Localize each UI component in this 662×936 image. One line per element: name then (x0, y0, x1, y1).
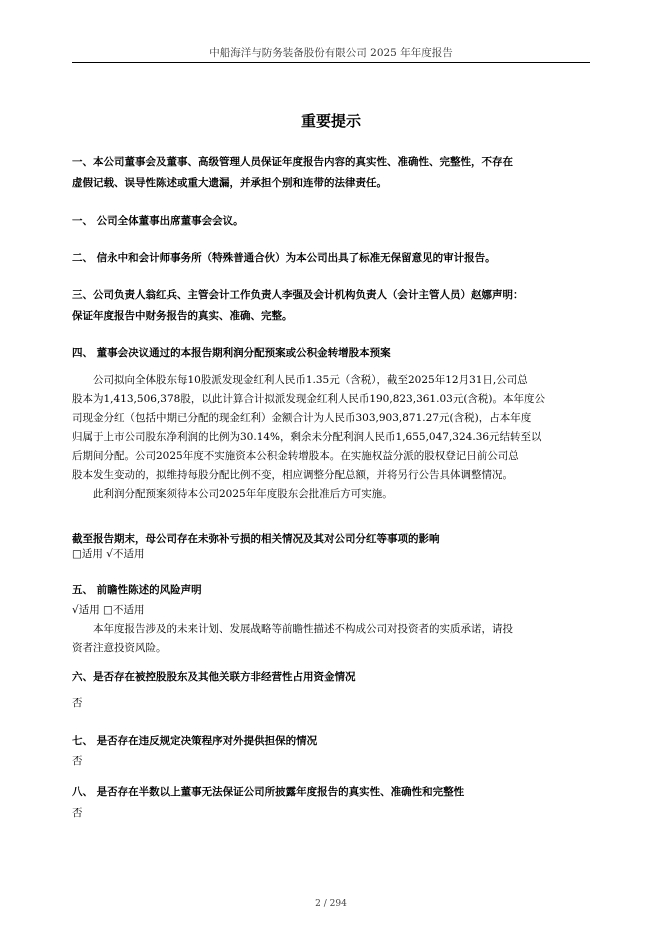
item-3-statement: 二、 信永中和会计师事务所（特殊普通合伙）为本公司出具了标准无保留意见的审计报告。 (72, 252, 496, 264)
risk-options: √适用 □不适用 (72, 604, 145, 616)
paragraph-line: 股本为1,413,506,378股，以此计算合计拟派发现金红利人民币190,823,361.03元(含税)。本年度公 (72, 393, 546, 405)
item-5-heading: 四、 董事会决议通过的本报告期利润分配预案或公积金转增股本预案 (72, 347, 391, 359)
item-7-heading: 六、是否存在被控股股东及其他关联方非经营性占用资金情况 (72, 671, 356, 683)
page-title: 重要提示 (300, 112, 361, 130)
deficit-options: □适用 √不适用 (72, 548, 145, 560)
item-6-heading: 五、 前瞻性陈述的风险声明 (72, 584, 202, 596)
paragraph-line: 股本发生变动的，拟维持每股分配比例不变，相应调整分配总额，并将另行公告具体调整情况。 (72, 469, 513, 481)
risk-line-1: 本年度报告涉及的未来计划、发展战略等前瞻性描述不构成公司对投资者的实质承诺，请投 (93, 623, 513, 635)
item-9-answer: 否 (72, 807, 83, 819)
item-7-answer: 否 (72, 697, 83, 709)
risk-statement (72, 601, 590, 658)
paragraph-line: 公司拟向全体股东每10股派发现金红利人民币1.35元（含税），截至2025年12月31日,公司总 (93, 374, 528, 386)
header-divider (72, 62, 590, 63)
risk-line-2: 资者注意投资风险。 (72, 642, 167, 654)
running-header: 中船海洋与防务装备股份有限公司 2025 年年度报告 (209, 47, 453, 59)
item-4-line-2: 保证年度报告中财务报告的真实、准确、完整。 (72, 310, 293, 322)
page-number: 2 / 294 (315, 899, 347, 909)
item-1-line-1: 一、本公司董事会及董事、高级管理人员保证年度报告内容的真实性、准确性、完整性，不存在 (72, 156, 513, 168)
item-1-line-2: 虚假记载、误导性陈述或重大遗漏，并承担个别和连带的法律责任。 (72, 177, 387, 189)
paragraph-line: 归属于上市公司股东净利润的比例为30.14%，剩余未分配利润人民币1,655,047,324.36元结转至以 (72, 431, 542, 443)
item-4-statement (72, 285, 590, 327)
item-4-line-1: 三、公司负责人翁红兵、主管会计工作负责人李强及会计机构负责人（会计主管人员）赵娜声明： (72, 289, 524, 301)
item-8-answer: 否 (72, 755, 83, 767)
item-8-heading: 七、 是否存在违反规定决策程序对外提供担保的情况 (72, 735, 318, 747)
paragraph-closing: 此利润分配预案须待本公司2025年年度股东会批准后方可实施。 (93, 488, 393, 500)
item-1-statement (72, 152, 590, 194)
profit-distribution-paragraph (72, 371, 590, 504)
paragraph-line: 后期间分配。公司2025年度不实施资本公积金转增股本。在实施权益分派的股权登记日前公司总 (72, 450, 519, 462)
paragraph-line: 司现金分红（包括中期已分配的现金红利）金额合计为人民币303,903,871.27元(含税)，占本年度 (72, 412, 532, 424)
deficit-heading: 截至报告期末，母公司存在未弥补亏损的相关情况及其对公司分红等事项的影响 (72, 533, 440, 545)
item-9-heading: 八、 是否存在半数以上董事无法保证公司所披露年度报告的真实性、准确性和完整性 (72, 786, 465, 798)
item-2-statement: 一、 公司全体董事出席董事会会议。 (72, 215, 244, 227)
